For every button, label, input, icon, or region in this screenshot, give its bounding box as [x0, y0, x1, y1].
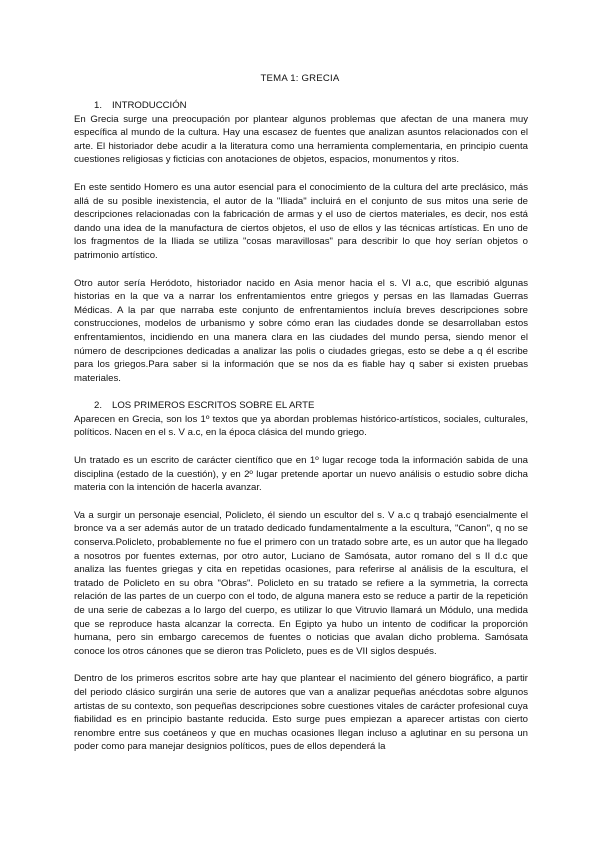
paragraph: Aparecen en Grecia, son los 1º textos que ya abordan problemas histórico-artísticos, sociales, culturales, políticos. Nacen en el s. V a.c, en la época clásica del mundo griego.	[74, 413, 528, 439]
document-body	[74, 99, 528, 754]
section-number: 1.	[94, 100, 103, 111]
section-title: LOS PRIMEROS ESCRITOS SOBRE EL ARTE	[112, 400, 315, 412]
paragraph: Va a surgir un personaje esencial, Policleto, él siendo un escultor del s. V a.c q trabajó esencialmente el bronce va a ser además autor de un tratado dedicado fundamentalmente a la escultura, "Canon", q no se conserva.Policleto, probablemente no fue el primero con un tratado sobre arte, es un autor que ha llegado a nosotros por fuentes externas, por otro autor, Luciano de Samósata, autor romano del s II d.c que analiza las fuentes griegas y cita en repetidas ocasiones, para referirse al análisis de la escultura, el tratado de Policleto en su obra "Obras". Policleto en su tratado se refiere a la symmetria, la correcta relación de las partes de un cuerpo con el todo, de alguna manera esto se reduce a partir de la repetición de una serie de cabezas a lo largo del cuerpo, es utilizar lo que Vitruvio llamará un Módulo, una medida que se reproduce hasta alcanzar la correcta. En Egipto ya hubo un intento de codificar la proporción humana, pero sin embargo carecemos de fuentes o noticias que avalan dicho problema. Samósata conoce los otros cánones que se dieron tras Policleto, pues es de VII siglos después.	[74, 509, 528, 657]
section-heading-introduccion	[94, 99, 528, 113]
section-heading-primeros-escritos	[94, 399, 528, 413]
paragraph: Un tratado es un escrito de carácter científico que en 1º lugar recoge toda la información sabida de una disciplina (estado de la cuestión), y en 2º lugar pretende aportar un nuevo análisis o estudio sobre dicha materia con la intención de hacerla avanzar.	[74, 455, 528, 494]
paragraph: En Grecia surge una preocupación por plantear algunos problemas que afectan de una manera muy específica al mundo de la cultura. Hay una escasez de fuentes que analizan asuntos relacionados con el arte. El historiador debe acudir a la literatura como una herramienta complementaria, en principio cuenta cuestiones religiosas y ficticias con anotaciones de objetos, espacios, monumentos y ritos.	[74, 113, 528, 166]
page-title: TEMA 1: GRECIA	[260, 73, 340, 84]
paragraph: Otro autor sería Heródoto, historiador nacido en Asia menor hacia el s. VI a.c, que escribió algunas historias en la que va a narrar los enfrentamientos entre griegos y persas en las llamadas Guerras Médicas. A la par que narraba este conjunto de enfrentamientos incluía breves descripciones sobre construcciones, modelos de urbanismo y sobre cómo eran las ciudades donde se desarrollaban estos enfrentamientos, incidiendo en una manera clara en las ciudades del mundo persa, siendo menor el número de descripciones dedicadas a analizar las polis o ciudades griegas, esto se debe a q él escribe para los griegos.Para saber si la información que se nos da es fiable hay q saber si existen pruebas materiales.	[74, 277, 528, 384]
section-title: INTRODUCCIÓN	[112, 100, 187, 111]
paragraph: En este sentido Homero es una autor esencial para el conocimiento de la cultura del arte preclásico, más allá de su posible inexistencia, el autor de la "Iliada" incluirá en el conjunto de sus mitos una serie de descripciones relacionadas con la fabricación de armas y el uso de ciertos materiales, es decir, nos está dando una idea de la manufactura de ciertos objetos, el uso de ellos y las técnicas artísticas. En uno de los fragmentos de la Iliada se utiliza "cosas maravillosas" para describir lo que hoy serían objetos o patrimonio artístico.	[74, 181, 528, 261]
section-number: 2.	[94, 400, 103, 412]
paragraph: Dentro de los primeros escritos sobre arte hay que plantear el nacimiento del género biográfico, a partir del periodo clásico surgirán una serie de autores que van a analizar pequeñas anécdotas sobre algunos artistas de su contexto, son pequeñas descripciones sobre cuestiones vitales de carácter profesional cuya fiabilidad es en principio bastante reducida. Esto surge pues empiezan a aparecer artistas con cierto renombre entre sus coetáneos y que en muchas ocasiones llegan incluso a aglutinar en su persona un poder como para manejar designios políticos, pues de ellos dependerá la	[74, 673, 528, 753]
